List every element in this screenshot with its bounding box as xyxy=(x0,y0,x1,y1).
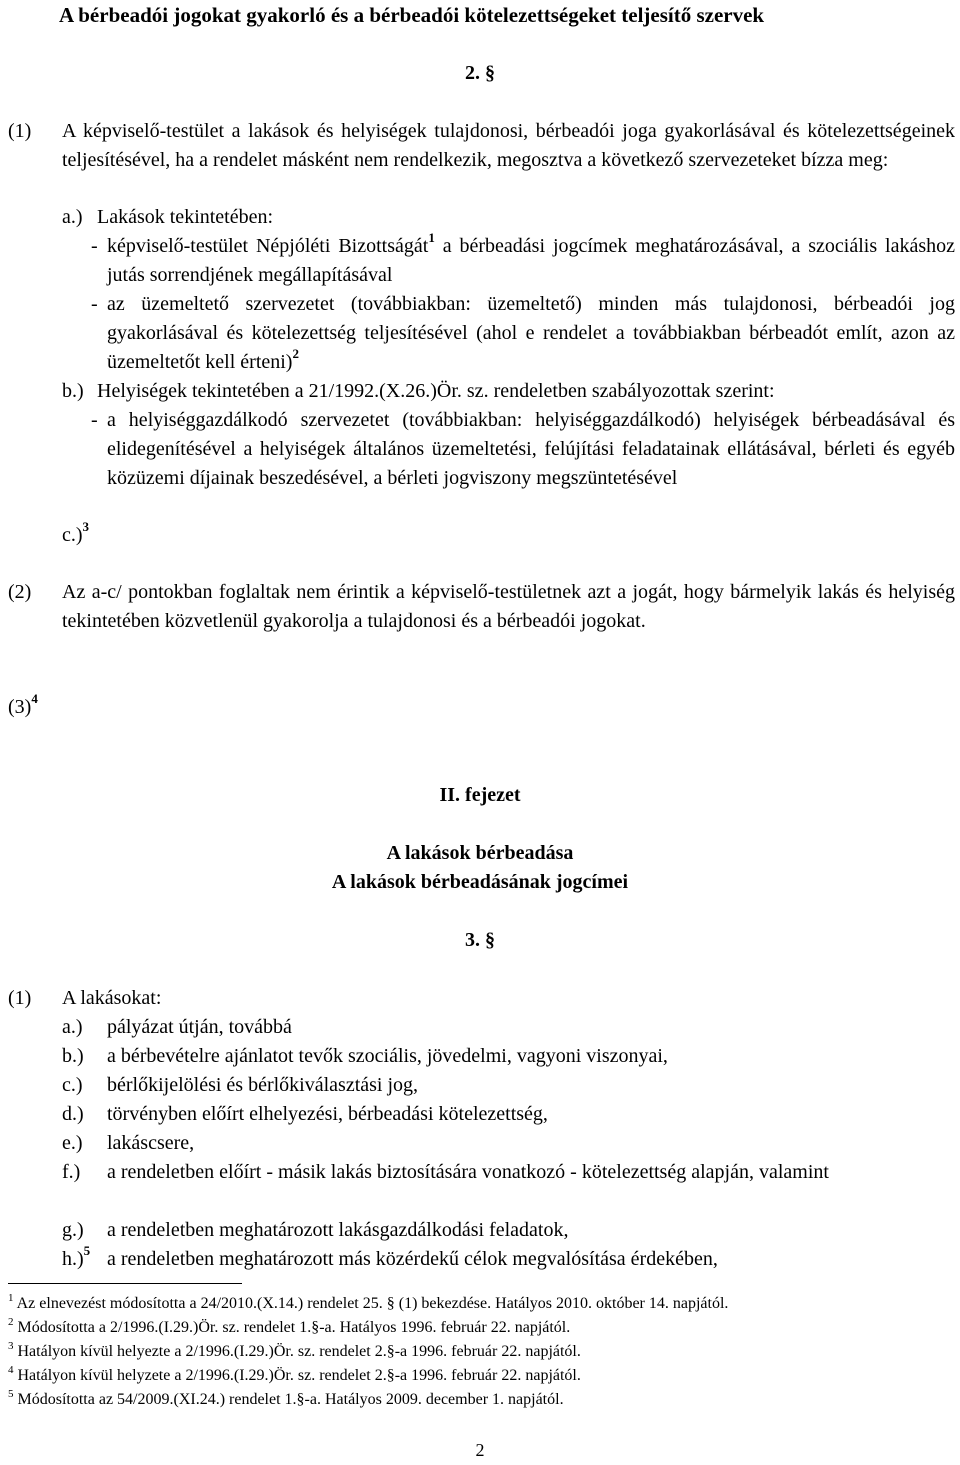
footnote-text: Hatályon kívül helyzete a 2/1996.(I.29.)Ör. sz. rendelet 2.§-a 1996. február 22. napjától. xyxy=(17,1367,581,1384)
item-a-label: a.) xyxy=(62,206,83,228)
list-item-label: f.) xyxy=(62,1161,81,1183)
list-item-text: törvényben előírt elhelyezési, bérbeadási kötelezettség, xyxy=(107,1103,548,1125)
list-item-text: a rendeletben előírt - másik lakás biztosítására vonatkozó - kötelezettség alapján, valamint xyxy=(107,1161,829,1183)
footnote-ref-5: 5 xyxy=(83,1243,91,1259)
footnote-text: Az elnevezést módosította a 24/2010.(X.14.) rendelet 25. § (1) bekezdése. Hatályos 2010. október 14. napjától. xyxy=(16,1295,729,1312)
paragraph-3-num: (3) xyxy=(8,696,32,718)
list-item-label: d.) xyxy=(62,1103,84,1125)
footnote xyxy=(8,1363,581,1386)
list-item-label: e.) xyxy=(62,1132,83,1154)
footnote-number: 5 xyxy=(8,1387,14,1400)
list-item-label: b.) xyxy=(62,1045,84,1067)
bullet-text-cont: a bérbeadási jogcímek meghatározásával, a szociális lakáshoz jutás sorrendjének megállapításával xyxy=(107,235,955,286)
s3-paragraph-number-1: (1) xyxy=(8,987,32,1009)
footnote-separator xyxy=(8,1283,242,1284)
s3-paragraph-1-intro: A lakásokat: xyxy=(62,987,162,1009)
paragraph-number-2: (2) xyxy=(8,581,32,603)
item-b-bullet-1: a helyiséggazdálkodó szervezetet (továbbiakban: helyiséggazdálkodó) helyiségek bérbeadásával és elidegenítésével a helyiségek általános üzemeltetési, felújítási feladatainak ellátásával, bérleti és egyéb közüzemi díjainak beszedésével, a bérleti jogviszony megszüntetésével xyxy=(107,409,955,489)
bullet-text: az üzemeltető szervezetet (továbbiakban: üzemeltető) minden más tulajdonosi, bérbeadói jog gyakorlásával és kötelezettség teljesítésével (ahol e rendelet a továbbiakban bérbeadót említ, azon az üzemeltetőt kell érteni) xyxy=(107,293,955,373)
list-item-text: bérlőkijelölési és bérlőkiválasztási jog, xyxy=(107,1074,419,1096)
list-item-text: a bérbevételre ajánlatot tevők szociális, jövedelmi, vagyoni viszonyai, xyxy=(107,1045,668,1067)
page-title: A bérbeadói jogokat gyakorló és a bérbeadói kötelezettségeket teljesítő szervek xyxy=(59,3,765,27)
footnote xyxy=(8,1387,564,1410)
footnote-ref-2: 2 xyxy=(292,346,299,362)
list-item-label: c.) xyxy=(62,1074,83,1096)
item-a-dash-1: - xyxy=(91,235,98,257)
page-number: 2 xyxy=(475,1440,485,1460)
footnote-number: 4 xyxy=(8,1363,14,1376)
item-b-text: Helyiségek tekintetében a 21/1992.(X.26.)Ör. sz. rendeletben szabályozottak szerint: xyxy=(97,380,775,402)
paragraph-number-3 xyxy=(8,693,38,722)
footnote-ref-3: 3 xyxy=(82,519,90,535)
bullet-text: képviselő-testület Népjóléti Bizottságát xyxy=(107,235,429,257)
footnote xyxy=(8,1339,581,1362)
list-item-label-text: h.) xyxy=(62,1248,84,1270)
footnote-text: Hatályon kívül helyezte a 2/1996.(I.29.)Ör. sz. rendelet 2.§-a 1996. február 22. napjától. xyxy=(17,1343,581,1360)
item-a-dash-2: - xyxy=(91,293,98,315)
list-item-text: a rendeletben meghatározott más közérdekű célok megvalósítása érdekében, xyxy=(107,1248,718,1270)
chapter-subtitle-1: A lakások bérbeadása xyxy=(386,842,574,864)
chapter-subtitle-2: A lakások bérbeadásának jogcímei xyxy=(331,871,629,893)
list-item-text: lakáscsere, xyxy=(107,1132,195,1154)
paragraph-number-1: (1) xyxy=(8,120,32,142)
footnote-ref-4: 4 xyxy=(31,691,38,707)
paragraph-1-text: A képviselő-testület a lakások és helyiségek tulajdonosi, bérbeadói joga gyakorlásával és kötelezettségeinek teljesítésével, ha a rendelet másként nem rendelkezik, megosztva a következő szervezeteket bízza meg: xyxy=(62,120,955,171)
chapter-title: II. fejezet xyxy=(439,784,521,806)
section-3-heading: 3. § xyxy=(465,929,495,951)
item-a-bullet-1 xyxy=(107,232,955,290)
section-2-heading: 2. § xyxy=(465,62,495,84)
footnote-number: 2 xyxy=(8,1315,14,1328)
list-item-text: pályázat útján, továbbá xyxy=(107,1016,292,1038)
item-c-label xyxy=(62,521,89,550)
item-b-label: b.) xyxy=(62,380,84,402)
list-item-label xyxy=(62,1245,90,1274)
item-c-text: c.) xyxy=(62,524,83,546)
item-a-text: Lakások tekintetében: xyxy=(97,206,274,228)
item-b-dash-1: - xyxy=(91,409,98,431)
footnote xyxy=(8,1291,729,1314)
list-item-text: a rendeletben meghatározott lakásgazdálkodási feladatok, xyxy=(107,1219,569,1241)
footnote-number: 1 xyxy=(8,1291,14,1304)
footnote-number: 3 xyxy=(8,1339,14,1352)
paragraph-2-text: Az a-c/ pontokban foglaltak nem érintik a képviselő-testületnek azt a jogát, hogy bármelyik lakás és helyiség tekintetében közvetlenül gyakorolja a tulajdonosi és a bérbeadói jogokat. xyxy=(62,581,955,632)
list-item-label: g.) xyxy=(62,1219,84,1241)
item-a-bullet-2 xyxy=(107,290,955,377)
footnote-text: Módosította az 54/2009.(XI.24.) rendelet 1.§-a. Hatályos 2009. december 1. napjától. xyxy=(17,1391,564,1408)
list-item-label: a.) xyxy=(62,1016,83,1038)
footnote-ref-1: 1 xyxy=(428,230,435,246)
footnote-text: Módosította a 2/1996.(I.29.)Ör. sz. rendelet 1.§-a. Hatályos 1996. február 22. napjától. xyxy=(17,1319,571,1336)
footnote xyxy=(8,1315,571,1338)
